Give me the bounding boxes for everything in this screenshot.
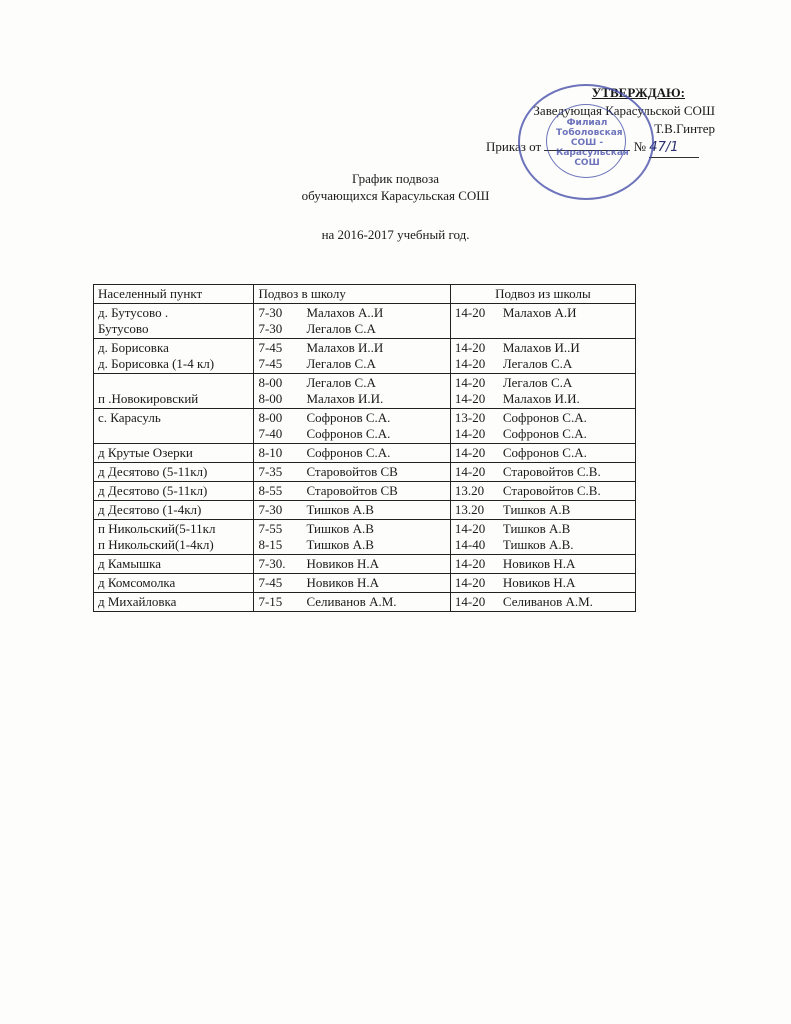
cell-place: [94, 593, 254, 612]
schedule-entry: [258, 464, 445, 480]
cell-place: [94, 482, 254, 501]
cell-to-school: [254, 304, 450, 339]
place-name: д Крутые Озерки: [98, 445, 193, 460]
cell-to-school: [254, 409, 450, 444]
driver-name: Легалов С.А: [306, 375, 376, 390]
stamp-line: СОШ -: [570, 138, 604, 148]
table-row: [94, 304, 636, 339]
table-body: [94, 304, 636, 612]
departure-time: 8-00: [258, 375, 283, 390]
schedule-entry: [455, 575, 631, 591]
place-name: д. Борисовка: [98, 340, 169, 355]
cell-to-school: [254, 374, 450, 409]
driver-name: Новиков Н.А: [306, 556, 379, 571]
driver-name: Старовойтов СВ: [306, 464, 398, 479]
departure-time: 7-40: [258, 426, 283, 441]
table-row: [94, 482, 636, 501]
cell-place: [94, 574, 254, 593]
departure-time: 7-30: [258, 502, 283, 517]
driver-name: Софронов С.А.: [502, 426, 587, 441]
cell-place: [94, 374, 254, 409]
stamp-line: СОШ: [574, 158, 600, 168]
place-name: д. Бутусово .: [98, 305, 169, 320]
cell-from-school: [450, 593, 635, 612]
departure-time: 7-30: [258, 321, 283, 336]
cell-from-school: [450, 463, 635, 482]
cell-from-school: [450, 409, 635, 444]
doc-subtitle: обучающихся Карасульская СОШ: [301, 188, 490, 203]
schedule-entry: [455, 356, 631, 372]
table-row: [94, 409, 636, 444]
schedule-entry: [455, 521, 631, 537]
place-name: с. Карасуль: [98, 410, 161, 425]
cell-from-school: [450, 339, 635, 374]
driver-name: Малахов И.И.: [306, 391, 384, 406]
cell-to-school: [254, 339, 450, 374]
approval-title: УТВЕРЖДАЮ:: [591, 85, 685, 100]
driver-name: Тишков А.В.: [502, 537, 574, 552]
approval-position: Заведующая Карасульской СОШ: [533, 103, 715, 118]
cell-from-school: [450, 374, 635, 409]
table-row: [94, 444, 636, 463]
driver-name: Малахов И..И: [502, 340, 580, 355]
driver-name: Софронов С.А.: [502, 410, 587, 425]
place-name: д. Борисовка (1-4 кл): [98, 356, 215, 371]
departure-time: 14-20: [454, 521, 486, 536]
schedule-entry: [455, 426, 631, 442]
stamp-text: [556, 118, 629, 168]
schedule-entry: [455, 305, 631, 321]
departure-time: 14-20: [454, 464, 486, 479]
schedule-entry: [455, 391, 631, 407]
driver-name: Старовойтов С.В.: [502, 483, 601, 498]
driver-name: Малахов И..И: [306, 340, 384, 355]
schedule-entry: [258, 502, 445, 518]
header-place: Населенный пункт: [94, 285, 254, 304]
cell-to-school: [254, 520, 450, 555]
departure-time: 8-00: [258, 410, 283, 425]
schedule-entry: [258, 410, 445, 426]
driver-name: Легалов С.А: [306, 356, 376, 371]
driver-name: Малахов А..И: [306, 305, 384, 320]
order-number: 47/1: [649, 139, 699, 158]
departure-time: 8-10: [258, 445, 283, 460]
schedule-entry: [455, 445, 631, 461]
driver-name: Тишков А.В: [306, 521, 374, 536]
departure-time: 13-20: [454, 410, 486, 425]
departure-time: 13.20: [454, 502, 485, 517]
schedule-entry: [455, 483, 631, 499]
place-name: п Никольский(5-11кл: [98, 521, 216, 536]
departure-time: 8-00: [258, 391, 283, 406]
departure-time: 7-35: [258, 464, 283, 479]
doc-year: на 2016-2017 учебный год.: [321, 227, 470, 242]
schedule-entry: [455, 375, 631, 391]
schedule-table: [93, 284, 636, 612]
departure-time: 14-20: [454, 356, 486, 371]
schedule-entry: [258, 321, 445, 337]
schedule-entry: [455, 502, 631, 518]
place-name: [98, 375, 249, 391]
place-name: д Михайловка: [98, 594, 177, 609]
table-row: [94, 555, 636, 574]
schedule-entry: [455, 594, 631, 610]
table-row: [94, 463, 636, 482]
schedule-entry: [258, 375, 445, 391]
departure-time: 14-20: [454, 594, 486, 609]
table-row: [94, 593, 636, 612]
doc-title: График подвоза: [351, 171, 440, 186]
header-to-school: Подвоз в школу: [254, 285, 450, 304]
table-row: [94, 339, 636, 374]
driver-name: Легалов С.А: [306, 321, 376, 336]
schedule-entry: [455, 340, 631, 356]
place-name: Бутусово: [98, 321, 149, 336]
approval-name: Т.В.Гинтер: [654, 121, 715, 136]
driver-name: Софронов С.А.: [306, 445, 391, 460]
driver-name: Софронов С.А.: [306, 410, 391, 425]
cell-place: [94, 444, 254, 463]
place-name: п Никольский(1-4кл): [98, 537, 214, 552]
stamp-line: Филиал: [566, 118, 608, 128]
cell-to-school: [254, 593, 450, 612]
departure-time: 14-20: [454, 305, 486, 320]
cell-from-school: [450, 555, 635, 574]
driver-name: Тишков А.В: [502, 521, 571, 536]
cell-from-school: [450, 574, 635, 593]
schedule-entry: [258, 445, 445, 461]
departure-time: 7-30.: [258, 556, 286, 571]
driver-name: Тишков А.В: [502, 502, 571, 517]
departure-time: 14-20: [454, 445, 486, 460]
schedule-entry: [258, 575, 445, 591]
cell-place: [94, 339, 254, 374]
schedule-entry: [455, 410, 631, 426]
departure-time: 7-55: [258, 521, 283, 536]
driver-name: Старовойтов С.В.: [502, 464, 601, 479]
cell-to-school: [254, 501, 450, 520]
place-name: д Десятово (5-11кл): [98, 483, 208, 498]
schedule-entry: [258, 556, 445, 572]
driver-name: Легалов С.А: [502, 356, 573, 371]
schedule-entry: [258, 521, 445, 537]
departure-time: 14-20: [454, 426, 486, 441]
schedule-entry: [258, 426, 445, 442]
departure-time: 14-20: [454, 375, 486, 390]
driver-name: Тишков А.В: [306, 502, 374, 517]
schedule-entry: [258, 537, 445, 553]
driver-name: Старовойтов СВ: [306, 483, 398, 498]
place-name: п .Новокировский: [98, 391, 199, 406]
driver-name: Новиков Н.А: [502, 556, 576, 571]
cell-to-school: [254, 444, 450, 463]
driver-name: Селиванов А.М.: [502, 594, 593, 609]
schedule-entry: [455, 556, 631, 572]
table-row: [94, 520, 636, 555]
departure-time: 14-40: [454, 537, 486, 552]
stamp-line: Карасульская: [556, 148, 629, 158]
place-name: д Десятово (5-11кл): [98, 464, 208, 479]
departure-time: 14-20: [454, 575, 486, 590]
order-no-label: №: [633, 139, 647, 154]
cell-from-school: [450, 501, 635, 520]
driver-name: Софронов С.А.: [502, 445, 587, 460]
schedule-entry: [258, 391, 445, 407]
cell-to-school: [254, 555, 450, 574]
place-name: д Комсомолка: [98, 575, 176, 590]
departure-time: 8-55: [258, 483, 283, 498]
cell-from-school: [450, 482, 635, 501]
order-label: Приказ от: [486, 139, 542, 154]
driver-name: Софронов С.А.: [306, 426, 391, 441]
cell-from-school: [450, 520, 635, 555]
schedule-entry: [455, 537, 631, 553]
departure-time: 7-15: [258, 594, 283, 609]
departure-time: 7-45: [258, 340, 283, 355]
schedule-entry: [258, 340, 445, 356]
table-header-row: [94, 285, 636, 304]
driver-name: Селиванов А.М.: [306, 594, 397, 609]
table-row: [94, 501, 636, 520]
driver-name: Малахов И.И.: [502, 391, 580, 406]
departure-time: 8-15: [258, 537, 283, 552]
schedule-entry: [258, 483, 445, 499]
departure-time: 14-20: [454, 340, 486, 355]
departure-time: 14-20: [454, 556, 486, 571]
driver-name: Малахов А.И: [502, 305, 577, 320]
cell-place: [94, 409, 254, 444]
cell-to-school: [254, 574, 450, 593]
cell-from-school: [450, 304, 635, 339]
cell-place: [94, 520, 254, 555]
schedule-entry: [258, 305, 445, 321]
schedule-entry: [258, 356, 445, 372]
cell-to-school: [254, 463, 450, 482]
stamp-line: Тоболовская: [556, 128, 623, 138]
driver-name: Новиков Н.А: [306, 575, 379, 590]
departure-time: 13.20: [454, 483, 485, 498]
place-name: д Десятово (1-4кл): [98, 502, 202, 517]
schedule-entry: [455, 464, 631, 480]
departure-time: 14-20: [454, 391, 486, 406]
schedule-entry: [258, 594, 445, 610]
departure-time: 7-30: [258, 305, 283, 320]
table-row: [94, 374, 636, 409]
driver-name: Тишков А.В: [306, 537, 374, 552]
place-name: д Камышка: [98, 556, 161, 571]
cell-place: [94, 555, 254, 574]
cell-from-school: [450, 444, 635, 463]
departure-time: 7-45: [258, 575, 283, 590]
table-row: [94, 574, 636, 593]
cell-place: [94, 304, 254, 339]
cell-to-school: [254, 482, 450, 501]
cell-place: [94, 463, 254, 482]
driver-name: Новиков Н.А: [502, 575, 576, 590]
departure-time: 7-45: [258, 356, 283, 371]
driver-name: Легалов С.А: [502, 375, 573, 390]
cell-place: [94, 501, 254, 520]
header-from-school: Подвоз из школы: [450, 285, 635, 304]
